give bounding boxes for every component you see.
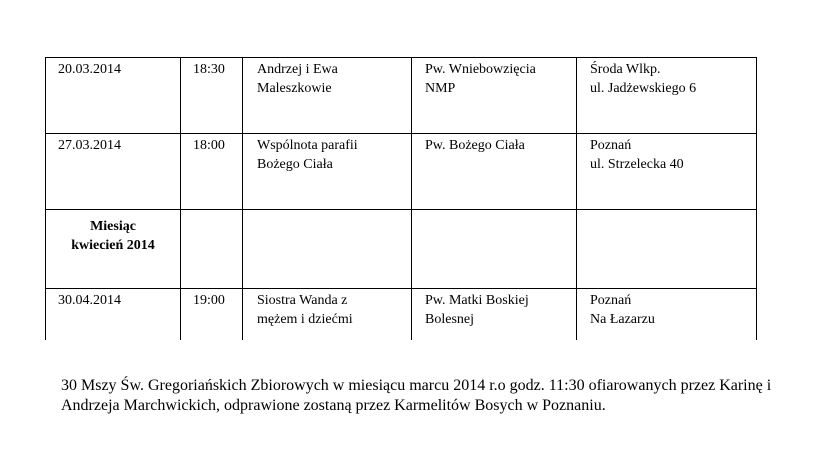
family-cell bbox=[243, 210, 412, 289]
church-cell bbox=[412, 210, 577, 289]
mass-note-paragraph: 30 Mszy Św. Gregoriańskich Zbiorowych w miesiącu marcu 2014 r.o godz. 11:30 ofiarowanych przez Karinę i Andrzeja Marchwickich, odprawione zostaną przez Karmelitów Bosych w Poznaniu. bbox=[61, 377, 772, 414]
church-cell: Pw. Matki Boskiej Bolesnej bbox=[412, 289, 577, 341]
date-cell: 20.03.2014 bbox=[46, 58, 181, 134]
table-row bbox=[46, 134, 757, 210]
time-cell bbox=[181, 210, 243, 289]
month-header-row bbox=[46, 210, 757, 289]
church-cell: Pw. Bożego Ciała bbox=[412, 134, 577, 210]
place-cell: Środa Wlkp. ul. Jadżewskiego 6 bbox=[577, 58, 757, 134]
family-cell: Andrzej i Ewa Maleszkowie bbox=[243, 58, 412, 134]
month-label: Miesiąc kwiecień 2014 bbox=[46, 210, 181, 289]
place-cell bbox=[577, 210, 757, 289]
time-cell: 18:30 bbox=[181, 58, 243, 134]
date-cell: 27.03.2014 bbox=[46, 134, 181, 210]
family-cell: Siostra Wanda z mężem i dziećmi bbox=[243, 289, 412, 341]
family-cell: Wspólnota parafii Bożego Ciała bbox=[243, 134, 412, 210]
schedule-table bbox=[45, 57, 757, 340]
table-row bbox=[46, 58, 757, 134]
place-cell: Poznań ul. Strzelecka 40 bbox=[577, 134, 757, 210]
time-cell: 19:00 bbox=[181, 289, 243, 341]
church-cell: Pw. Wniebowzięcia NMP bbox=[412, 58, 577, 134]
date-cell: 30.04.2014 bbox=[46, 289, 181, 341]
time-cell: 18:00 bbox=[181, 134, 243, 210]
place-cell: Poznań Na Łazarzu bbox=[577, 289, 757, 341]
table-row bbox=[46, 289, 757, 341]
